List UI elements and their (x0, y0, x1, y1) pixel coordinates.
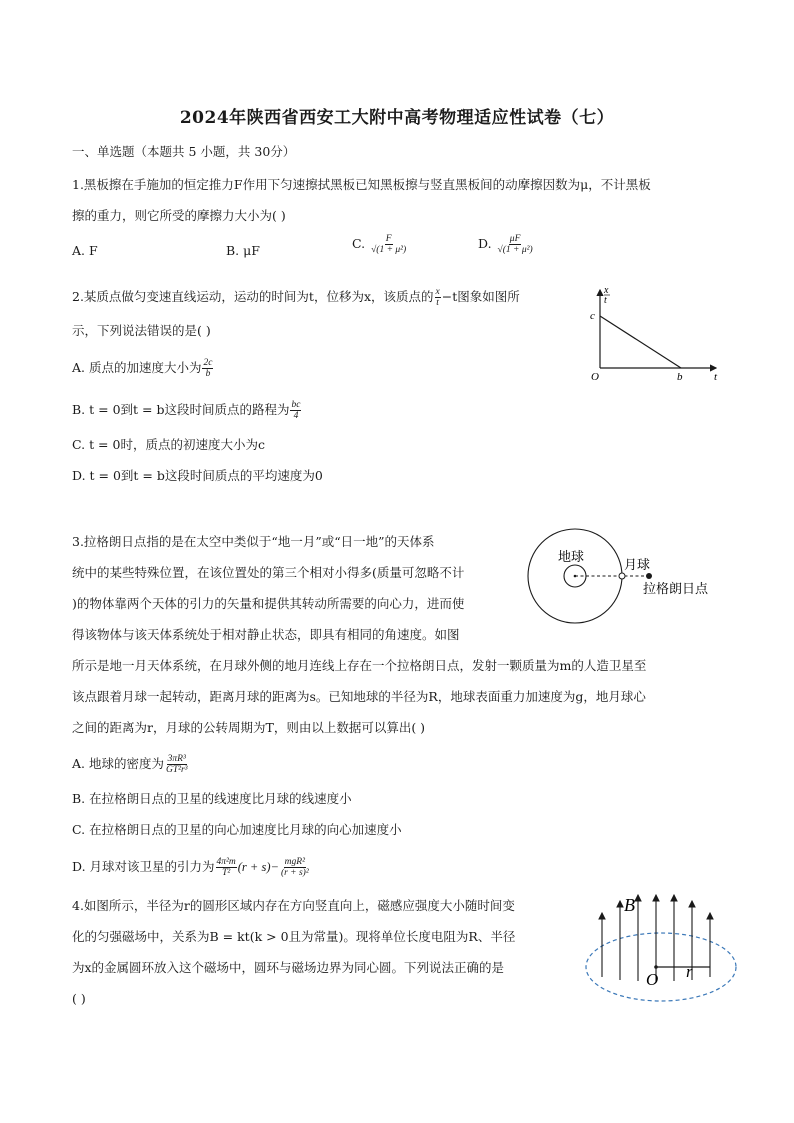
o-label: O (646, 970, 659, 989)
moon-label: 月球 (624, 557, 651, 572)
q3-option-a-text: A. 地球的密度为 (72, 756, 164, 771)
q2-option-b-fraction (290, 400, 301, 421)
q3-option-a-num: 3πR³ (167, 754, 186, 764)
q4-line1: 4.如图所示，半径为r的圆形区域内存在方向竖直向上，磁感应强度大小随时间变 (72, 898, 515, 913)
q2-option-c: C. t = 0时，质点的初速度大小为c (72, 437, 265, 452)
q2-option-a-den: b (205, 369, 211, 379)
b-label: b (677, 371, 683, 382)
q3-line7: 之间的距离为r，月球的公转周期为T，则由以上数据可以算出( ) (72, 720, 426, 735)
q2-option-b (72, 400, 302, 421)
q2-frac-num: x (435, 287, 440, 297)
origin-label: O (591, 371, 599, 382)
q3-line1: 3.拉格朗日点指的是在太空中类似于“地一月”或“日一地”的天体系 (72, 534, 435, 549)
q3-earth-moon-diagram (522, 525, 732, 625)
q1-option-b: B. μF (226, 243, 260, 258)
section-heading: 一、单选题（本题共 5 小题，共 30分） (72, 144, 296, 159)
q2-option-a-text: A. 质点的加速度大小为 (72, 360, 202, 375)
q4-line4: ( ) (72, 991, 86, 1006)
q2-line1 (72, 287, 520, 308)
c-label: c (590, 310, 595, 322)
q2-option-a (72, 358, 214, 379)
q4-line3: 为x的金属圆环放入这个磁场中，圆环与磁场边界为同心圆。下列说法正确的是 (72, 960, 505, 975)
q4-magnetic-field-diagram (582, 885, 742, 1010)
lagrange-point-dot (646, 573, 652, 579)
q1-option-d-den: √(1 + μ²) (497, 245, 533, 255)
q3-option-a (72, 754, 190, 775)
q3-line3: )的物体靠两个天体的引力的矢量和提供其转动所需要的向心力，进而使 (72, 596, 465, 611)
x-label: t (714, 371, 718, 382)
q1-option-c-den: √(1 + μ²) (371, 245, 407, 255)
q3-option-d-num2: mgR² (284, 857, 305, 867)
q3-line2: 统中的某些特殊位置，在该位置处的第三个相对小得多(质量可忽略不计 (72, 565, 465, 580)
q2-option-b-text: B. t = 0到t = b这段时间质点的路程为 (72, 402, 290, 417)
q3-option-d-fraction2 (280, 857, 310, 878)
q1-line2: 擦的重力，则它所受的摩擦力大小为( ) (72, 208, 286, 223)
y-label-den: t (604, 295, 607, 306)
q2-option-d: D. t = 0到t = b这段时间质点的平均速度为0 (72, 468, 323, 483)
q1-option-d-fraction (497, 234, 534, 255)
graph-line (600, 316, 681, 368)
q2-option-b-den: 4 (293, 411, 299, 421)
earth-label: 地球 (558, 549, 585, 564)
q1-option-c-num: F (385, 234, 392, 244)
q2-line2: 示，下列说法错误的是( ) (72, 323, 211, 338)
q1-option-d-label: D. (478, 236, 492, 251)
center-dot (654, 965, 658, 969)
q3-option-d-num1: 4π²m (216, 857, 236, 867)
q1-option-d-num: μF (509, 234, 521, 244)
q2-option-a-num: 2c (203, 358, 213, 368)
q3-line5: 所示是地一月天体系统，在月球外侧的地月连线上存在一个拉格朗日点，发射一颗质量为m的人造卫星至 (72, 658, 647, 673)
q2-option-a-fraction (202, 358, 213, 379)
q3-option-d-den2: (r + s)² (280, 868, 309, 878)
q3-option-d-fraction1 (216, 857, 237, 878)
y-label-num: x (604, 285, 609, 296)
q3-option-b: B. 在拉格朗日点的卫星的线速度比月球的线速度小 (72, 791, 352, 806)
q2-fraction (435, 287, 441, 308)
q1-option-a: A. F (72, 243, 98, 258)
q3-line4: 得该物体与该天体系统处于相对静止状态，即具有相同的角速度。如图 (72, 627, 460, 642)
q2-line1-b: −t图象如图所 (441, 289, 520, 304)
q1-option-c-fraction (370, 234, 407, 255)
q3-option-a-fraction (165, 754, 189, 775)
q2-xt-graph (586, 282, 726, 382)
q1-line1: 1.黑板擦在手施加的恒定推力F作用下匀速擦拭黑板已知黑板擦与竖直黑板间的动摩擦因数为μ，不计黑板 (72, 177, 651, 192)
q1-option-c (352, 234, 408, 255)
q2-line1-a: 2.某质点做匀变速直线运动，运动的时间为t，位移为x，该质点的 (72, 289, 434, 304)
q3-line6: 该点跟着月球一起转动，距离月球的距离为s。已知地球的半径为R，地球表面重力加速度为g，地月球心 (72, 689, 646, 704)
q2-frac-den: t (436, 298, 439, 308)
b-label: B (624, 895, 635, 915)
q3-option-d-mid: (r + s)− (237, 860, 279, 874)
q4-line2: 化的匀强磁场中，关系为B = kt(k > 0且为常量)。现将单位长度电阻为R、半径 (72, 929, 516, 944)
moon-dot (619, 573, 625, 579)
q3-option-d (72, 857, 311, 878)
q1-option-d (478, 234, 535, 255)
r-label: r (686, 962, 693, 981)
q3-option-a-den: GT²r³ (165, 765, 188, 775)
q3-option-c: C. 在拉格朗日点的卫星的向心加速度比月球的向心加速度小 (72, 822, 402, 837)
q2-option-b-num: bc (291, 400, 301, 410)
q3-option-d-den1: T² (222, 868, 231, 878)
lagrange-label: 拉格朗日点 (643, 581, 709, 596)
page-title: 2024年陕西省西安工大附中高考物理适应性试卷（七） (179, 108, 615, 128)
q1-option-c-label: C. (352, 236, 366, 251)
q3-option-d-text: D. 月球对该卫星的引力为 (72, 859, 215, 874)
